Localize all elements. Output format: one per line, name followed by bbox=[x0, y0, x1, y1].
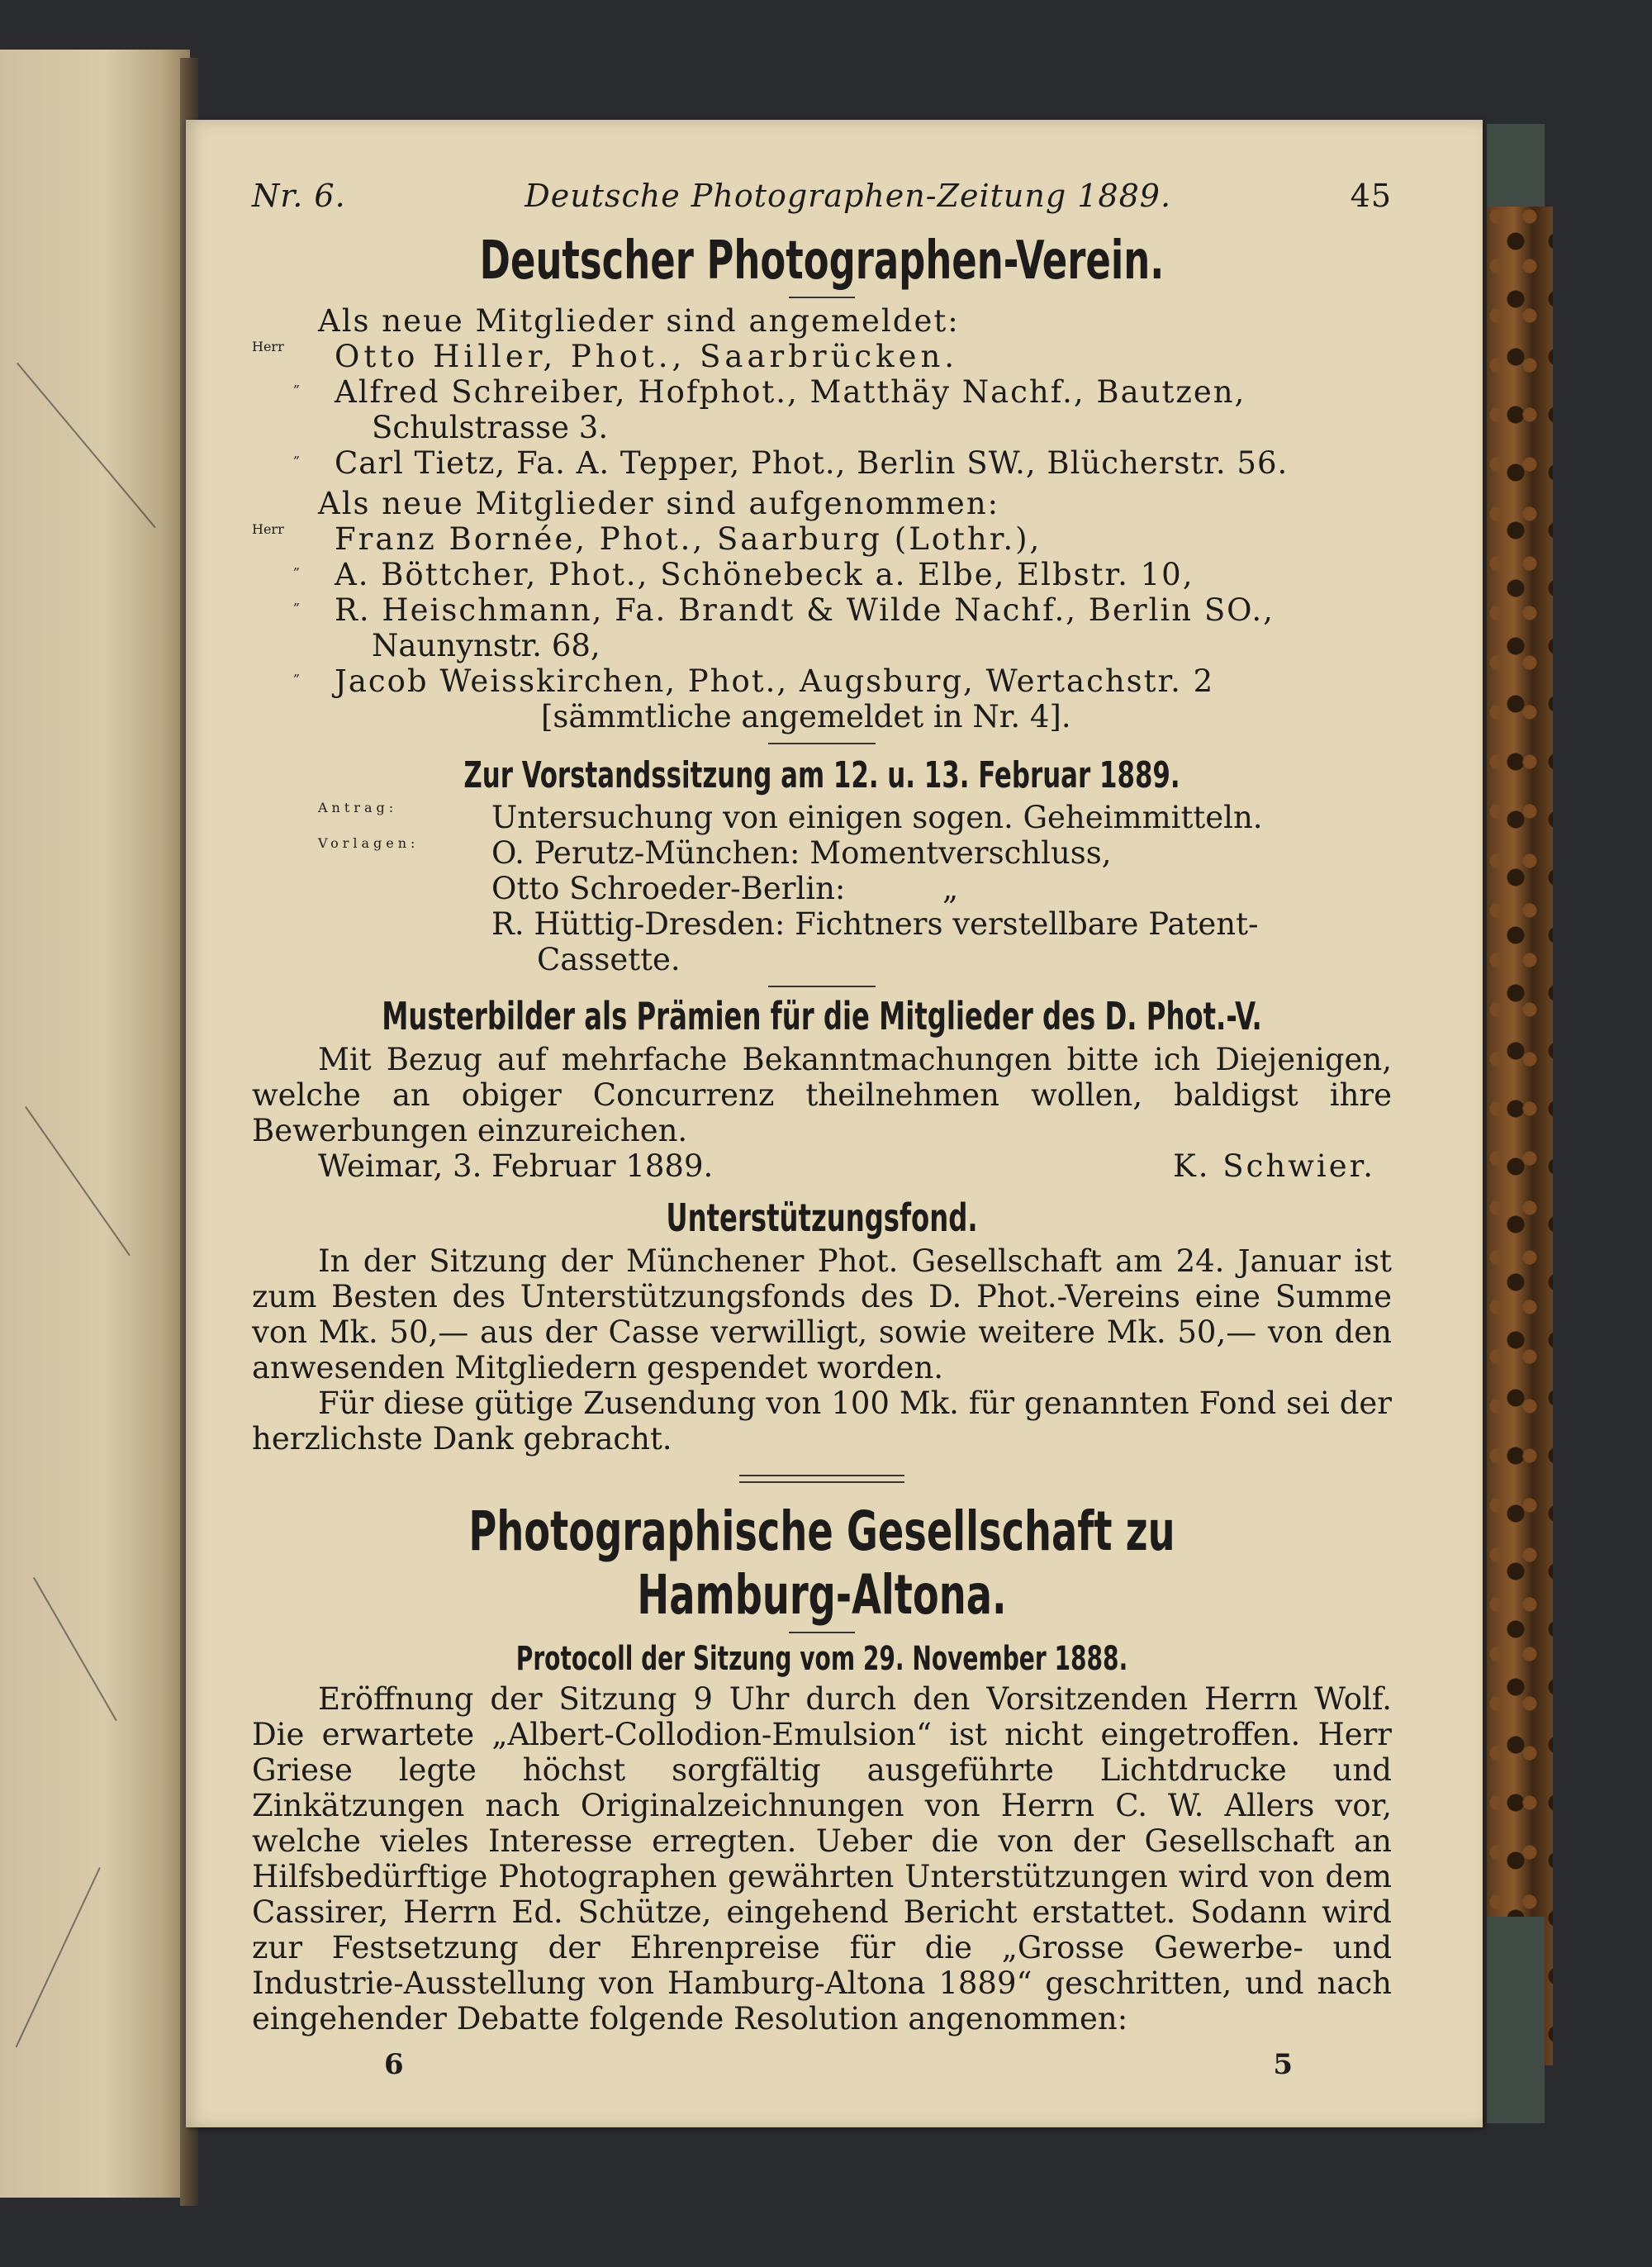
vorlagen-row bbox=[252, 835, 1392, 871]
section-heading-musterbilder: Musterbilder als Prämien für die Mitglieder des D. Phot.-V. bbox=[382, 994, 1262, 1038]
announced-intro: Als neue Mitglieder sind angemeldet: bbox=[318, 303, 960, 339]
signature-row bbox=[252, 1148, 1392, 1184]
member-entry bbox=[252, 374, 1392, 410]
signature-mark-right: 5 bbox=[1273, 2048, 1293, 2081]
member-entry bbox=[252, 339, 1392, 374]
member-text: Otto Hiller, Phot., Saarbrücken. bbox=[335, 339, 959, 374]
accepted-note: [sämmtliche angemeldet in Nr. 4]. bbox=[541, 699, 1071, 734]
vorlagen-label: Vorlagen: bbox=[318, 835, 420, 851]
section-heading-hamburg: Photographische Gesellschaft zu Hamburg-Altona. bbox=[468, 1499, 1175, 1627]
member-entry bbox=[252, 663, 1392, 699]
running-header bbox=[252, 178, 1392, 214]
page-number: 45 bbox=[1350, 178, 1392, 214]
section-heading-verein: Deutscher Photographen-Verein. bbox=[479, 231, 1165, 292]
member-entry bbox=[252, 445, 1392, 481]
member-continuation: Naunynstr. 68, bbox=[372, 628, 601, 663]
accepted-intro: Als neue Mitglieder sind aufgenommen: bbox=[318, 486, 1000, 521]
signature-marks bbox=[252, 2036, 1392, 2081]
section-heading-fond: Unterstützungsfond. bbox=[666, 1195, 978, 1240]
member-text: R. Heischmann, Fa. Brandt & Wilde Nachf., Berlin SO., bbox=[335, 592, 1275, 628]
vorlage-item: Cassette. bbox=[537, 942, 681, 977]
cover-corner bbox=[1487, 124, 1545, 215]
page-content bbox=[252, 178, 1392, 2081]
member-text: A. Böttcher, Phot., Schönebeck a. Elbe, Elbstr. 10, bbox=[335, 557, 1194, 592]
divider bbox=[768, 743, 876, 744]
member-entry bbox=[252, 557, 1392, 592]
member-prefix: „ bbox=[293, 663, 301, 679]
handwriting-stroke bbox=[33, 1577, 117, 1721]
member-continuation: Schulstrasse 3. bbox=[372, 410, 609, 445]
handwriting-stroke bbox=[17, 363, 156, 528]
member-text: Jacob Weisskirchen, Phot., Augsburg, Wertachstr. 2 bbox=[335, 663, 1215, 699]
member-text: Franz Bornée, Phot., Saarburg (Lothr.), bbox=[335, 521, 1042, 557]
musterbilder-body: Mit Bezug auf mehrfache Bekanntmachungen bitte ich Diejenigen, welche an obiger Concurrenz theilnehmen wollen, baldigst ihre Bewerbungen einzureichen. bbox=[252, 1042, 1392, 1148]
section-separator bbox=[739, 1475, 904, 1483]
handwriting-stroke bbox=[16, 1867, 101, 2047]
member-prefix: „ bbox=[293, 374, 301, 390]
member-prefix: „ bbox=[293, 592, 301, 608]
journal-title: Deutsche Photographen-Zeitung 1889. bbox=[525, 178, 1172, 214]
place-date: Weimar, 3. Februar 1889. bbox=[318, 1148, 714, 1184]
antrag-text: Untersuchung von einigen sogen. Geheimmitteln. bbox=[491, 800, 1263, 835]
marbled-cover bbox=[1487, 207, 1553, 2065]
fond-para-1: In der Sitzung der Münchener Phot. Gesellschaft am 24. Januar ist zum Besten des Unterstützungsfonds des D. Phot.-Vereins eine Summe von Mk. 50,— aus der Casse verwilligt, sowie weitere Mk. 50,— von den anwesenden Mitgliedern gespendet worden. bbox=[252, 1243, 1392, 1385]
protocol-body: Eröffnung der Sitzung 9 Uhr durch den Vorsitzenden Herrn Wolf. Die erwartete „Albert-Collodion-Emulsion“ ist nicht eingetroffen. Herr Griese legte höchst sorgfältig ausgeführte Lichtdrucke und Zinkätzungen nach Originalzeichnungen von Herrn C. W. Allers vor, welche vieles Interesse erregten. Ueber die von der Gesellschaft an Hilfsbedürftige Photographen gewährten Unterstützungen wird von dem Cassirer, Herrn Ed. Schütze, eingehend Bericht erstattet. Sodann wird zur Festsetzung der Ehrenpreise für die „Grosse Gewerbe- und Industrie-Ausstellung von Hamburg-Altona 1889“ geschritten, und nach eingehender Debatte folgende Resolution angenommen: bbox=[252, 1681, 1392, 2036]
vorlage-item: Otto Schroeder-Berlin: „ bbox=[491, 871, 959, 906]
vorlage-item: O. Perutz-München: Momentverschluss, bbox=[491, 835, 1112, 871]
fond-para-2: Für diese gütige Zusendung von 100 Mk. für genannten Fond sei der herzlichste Dank gebracht. bbox=[252, 1385, 1392, 1457]
antrag-label: Antrag: bbox=[318, 800, 398, 815]
vorlage-item: R. Hüttig-Dresden: Fichtners verstellbare Patent- bbox=[491, 906, 1259, 942]
member-prefix: Herr bbox=[252, 521, 284, 537]
protocol-subheading: Protocoll der Sitzung vom 29. November 1888. bbox=[515, 1640, 1128, 1678]
member-text: Alfred Schreiber, Hofphot., Matthäy Nachf., Bautzen, bbox=[335, 374, 1246, 410]
signature: K. Schwier. bbox=[1173, 1148, 1375, 1184]
handwriting-stroke bbox=[25, 1106, 131, 1256]
section-heading-sitzung: Zur Vorstandssitzung am 12. u. 13. Februar 1889. bbox=[463, 754, 1180, 796]
member-text: Carl Tietz, Fa. A. Tepper, Phot., Berlin SW., Blücherstr. 56. bbox=[335, 445, 1289, 481]
cover-corner bbox=[1487, 1917, 1545, 2123]
antrag-row bbox=[252, 800, 1392, 835]
member-entry bbox=[252, 521, 1392, 557]
divider bbox=[789, 1632, 855, 1633]
signature-mark-left: 6 bbox=[384, 2048, 404, 2081]
member-prefix: Herr bbox=[252, 339, 284, 354]
issue-number: Nr. 6. bbox=[252, 178, 346, 214]
member-prefix: „ bbox=[293, 445, 301, 461]
previous-page-edge bbox=[0, 50, 190, 2198]
member-entry bbox=[252, 592, 1392, 628]
member-prefix: „ bbox=[293, 557, 301, 573]
printed-page bbox=[186, 120, 1483, 2127]
divider bbox=[789, 297, 855, 298]
divider bbox=[768, 986, 876, 987]
